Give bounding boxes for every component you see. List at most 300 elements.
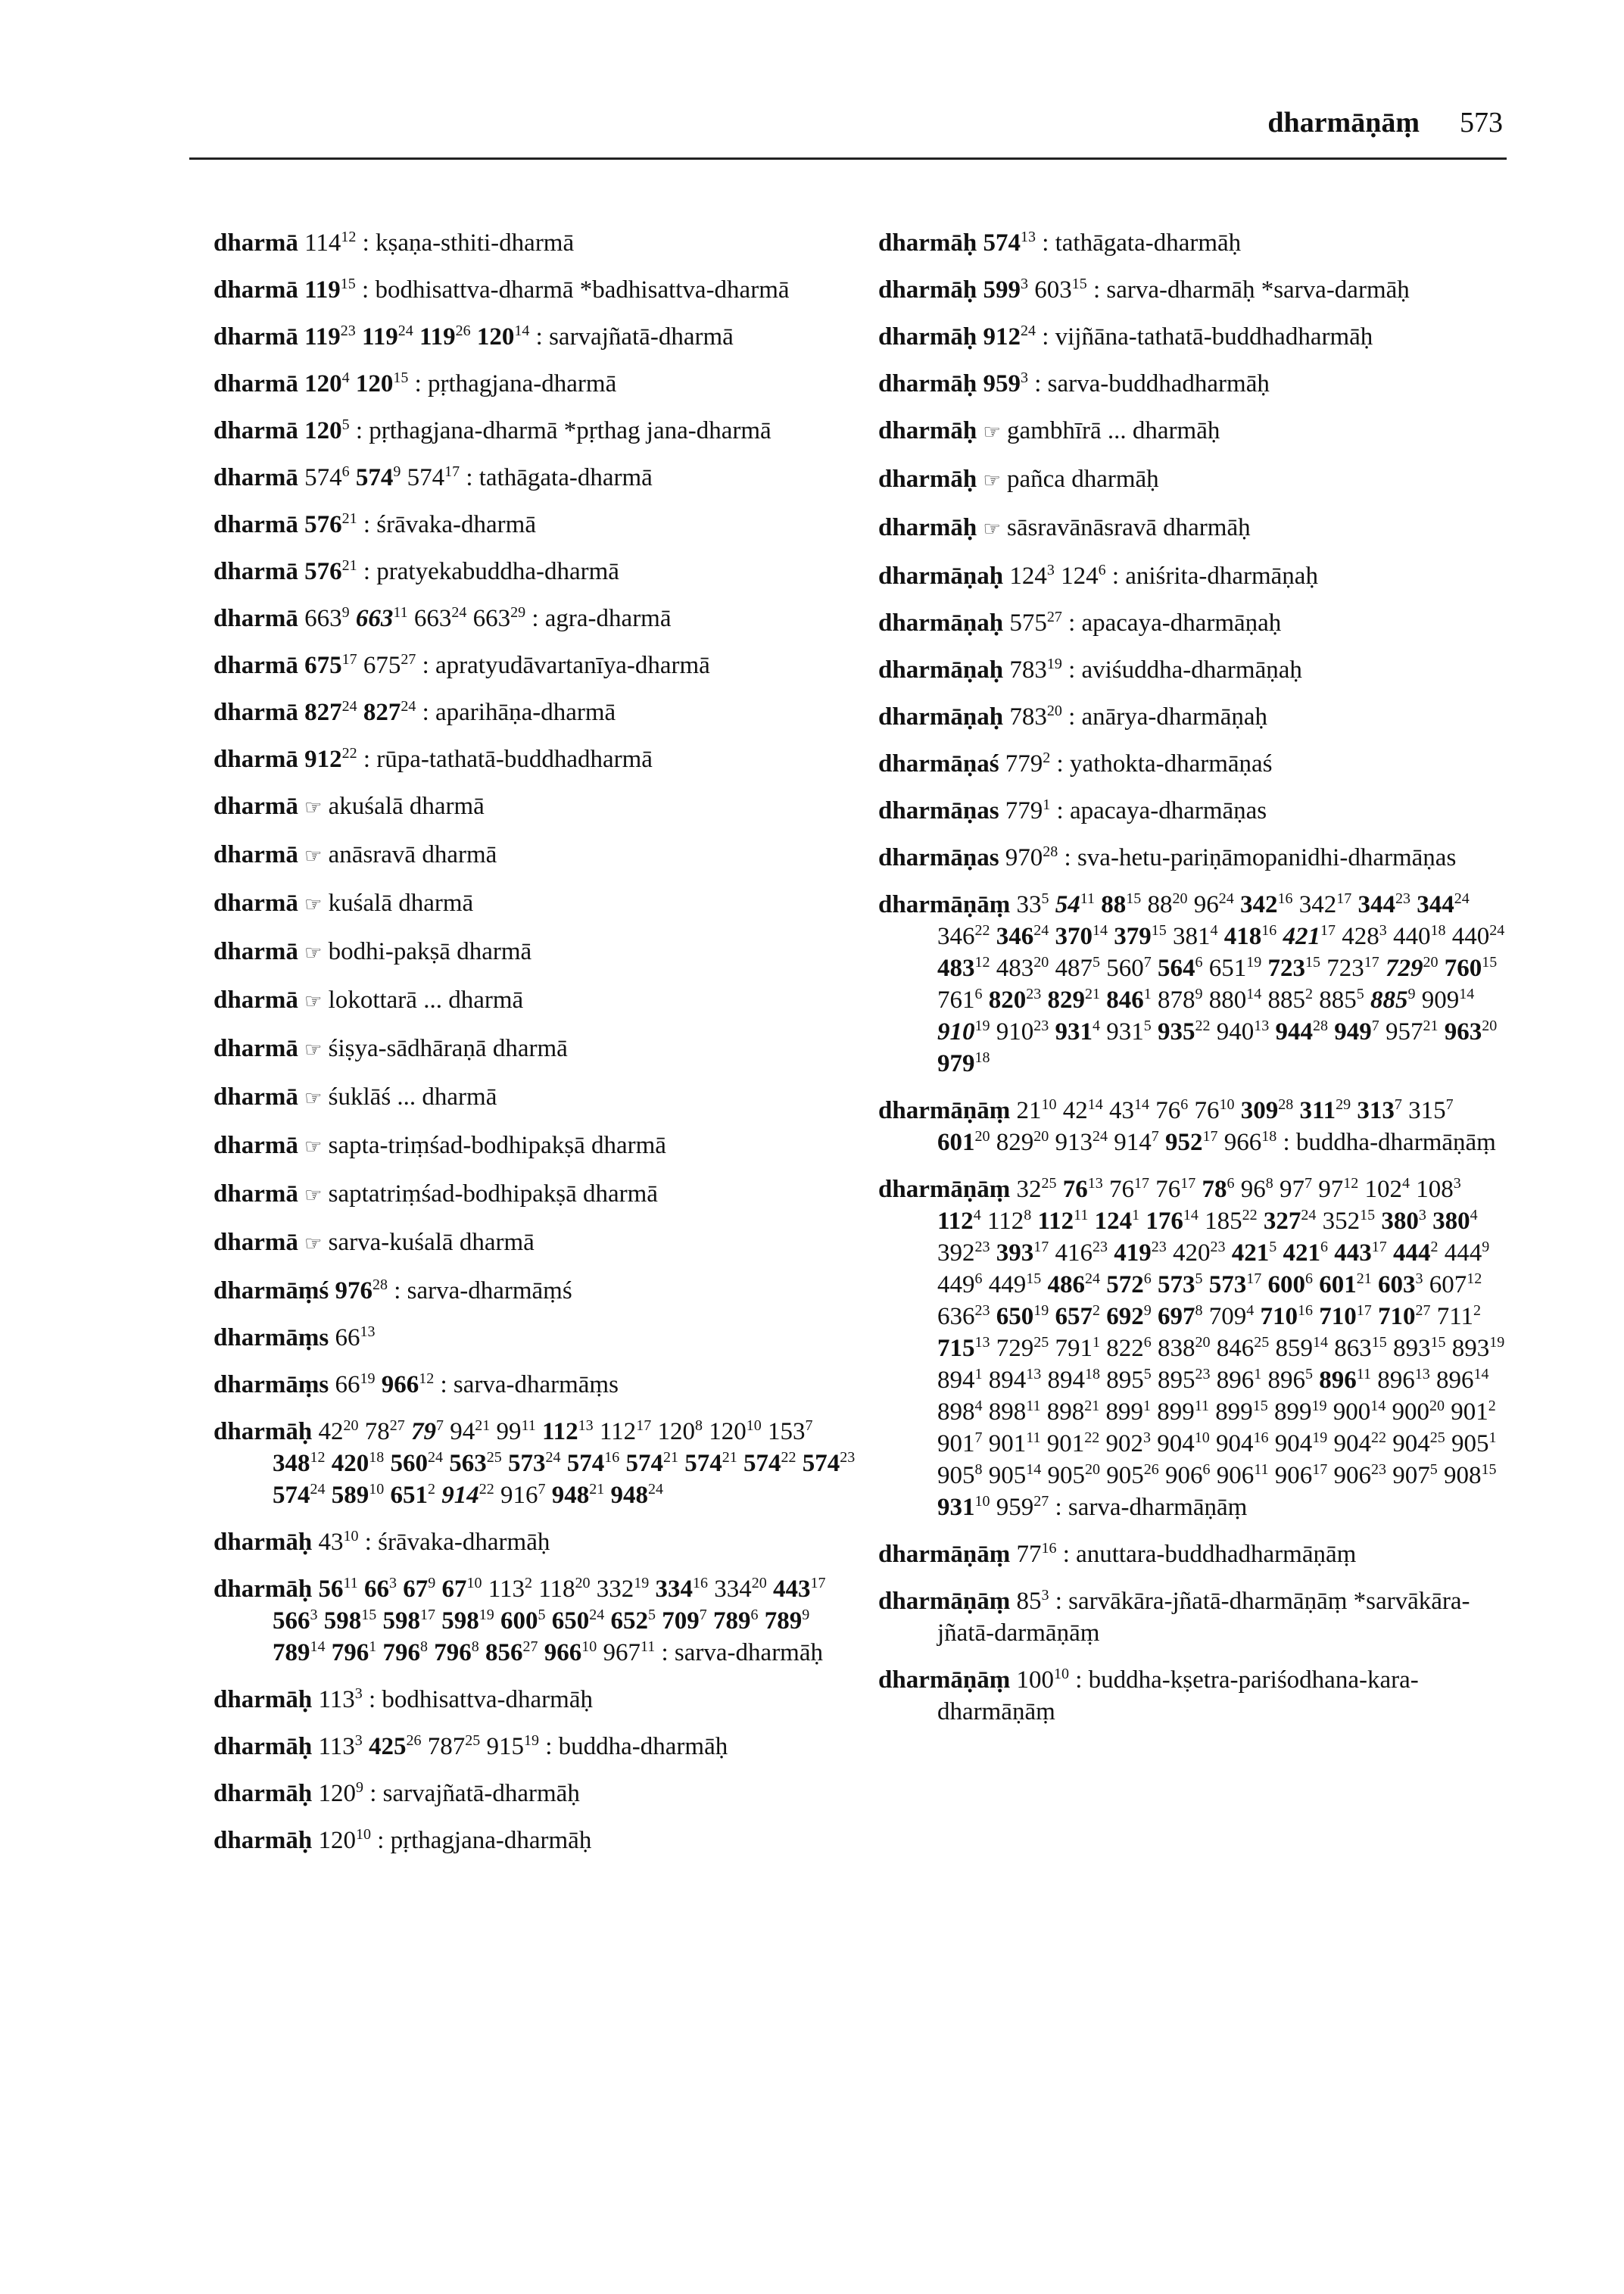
line-ref: 9: [428, 1575, 436, 1591]
page-line-reference: [273, 1607, 318, 1635]
page-line-reference: [1165, 1462, 1211, 1489]
entry-headword: dharmāṇaḥ: [878, 609, 1004, 637]
page-line-reference: [1055, 1335, 1101, 1362]
index-entry: [214, 509, 865, 541]
entry-compound: : sarva-buddhadharmāḥ: [1034, 370, 1270, 397]
page-ref: 912: [304, 746, 342, 773]
page-ref: 420: [1173, 1239, 1211, 1267]
page-ref: 76: [1108, 1176, 1134, 1203]
line-ref: 15: [1430, 1334, 1446, 1351]
line-ref: 22: [341, 745, 357, 762]
entry-headword: dharmā: [214, 938, 298, 965]
entry-headword: dharmāḥ: [214, 1780, 313, 1807]
page-line-reference: [356, 464, 401, 491]
page-ref: 901: [1451, 1398, 1488, 1426]
page-ref: 880: [1208, 986, 1247, 1014]
page-line-reference: [1016, 1176, 1056, 1203]
page-ref: 449: [988, 1271, 1027, 1298]
entry-compound: sapta-triṃśad-bodhipakṣā dharmā: [322, 1132, 666, 1159]
line-ref: 5: [1041, 890, 1049, 907]
page-line-reference: [1114, 923, 1167, 950]
page-line-reference: [597, 1576, 650, 1603]
line-ref: 17: [810, 1575, 826, 1591]
page-ref: 348: [273, 1450, 310, 1477]
page-line-reference: [937, 955, 990, 982]
line-ref: 12: [1467, 1270, 1482, 1287]
page-ref: 566: [273, 1607, 310, 1635]
page-ref: 576: [304, 511, 342, 538]
cross-reference-icon: ☞: [304, 1087, 323, 1109]
page-line-reference: [987, 1208, 1031, 1235]
line-ref: 23: [1151, 1239, 1167, 1255]
page-line-reference: [1173, 923, 1218, 950]
index-entry: [214, 1033, 865, 1066]
line-ref: 7: [1151, 1128, 1159, 1145]
page-ref: 916: [500, 1482, 538, 1509]
page-line-reference: [1101, 891, 1141, 918]
line-ref: 16: [1261, 922, 1277, 939]
page-line-reference: [1240, 891, 1293, 918]
page-ref: 789: [273, 1639, 310, 1666]
line-ref: 25: [465, 1732, 481, 1749]
page-ref: 444: [1444, 1239, 1482, 1267]
entry-headword: dharmāṇāṃ: [878, 1666, 1011, 1694]
line-ref: 3: [354, 1685, 363, 1702]
line-ref: 24: [310, 1481, 326, 1498]
page-line-reference: [304, 652, 357, 679]
page-ref: 893: [1451, 1335, 1490, 1362]
line-ref: 20: [1482, 1018, 1498, 1034]
line-ref: 15: [1360, 1207, 1376, 1223]
page-ref: 420: [331, 1450, 369, 1477]
page-line-reference: [488, 1576, 532, 1603]
cross-reference-icon: ☞: [304, 845, 323, 867]
page-ref: 913: [1055, 1129, 1093, 1156]
page-ref: 599: [983, 276, 1021, 304]
index-entry: [878, 1538, 1507, 1570]
page-line-reference: [1224, 923, 1277, 950]
page-line-reference: [1342, 923, 1387, 950]
page-ref: 573: [508, 1450, 546, 1477]
page-line-reference: [1357, 1097, 1402, 1124]
line-ref: 6: [1202, 1461, 1211, 1478]
page-ref: 574: [355, 464, 394, 491]
line-ref: 28: [1278, 1096, 1294, 1113]
entry-headword: dharmā: [214, 1083, 298, 1111]
page-line-reference: [477, 323, 530, 351]
page-ref: 120: [657, 1418, 695, 1445]
line-ref: 27: [389, 1417, 405, 1434]
page-line-reference: [1370, 986, 1416, 1014]
line-ref: 8: [1195, 1302, 1203, 1319]
entry-compound: śuklāś ... dharmā: [322, 1083, 497, 1111]
line-ref: 10: [466, 1575, 482, 1591]
line-ref: 21: [663, 1449, 678, 1466]
line-ref: 11: [393, 604, 408, 621]
page-ref: 904: [1333, 1430, 1372, 1457]
entry-headword: dharmā: [214, 229, 298, 257]
page-line-reference: [1106, 955, 1152, 982]
page-line-reference: [996, 1129, 1049, 1156]
line-ref: 6: [974, 1270, 983, 1287]
page-line-reference: [768, 1418, 813, 1445]
line-ref: 20: [1423, 954, 1439, 971]
index-entry: [214, 1778, 865, 1809]
page-ref: 379: [1114, 923, 1152, 950]
line-ref: 6: [1195, 954, 1203, 971]
cross-reference-icon: ☞: [304, 1184, 323, 1206]
page-ref: 715: [937, 1335, 975, 1362]
line-ref: 6: [1227, 1175, 1235, 1192]
page-ref: 56: [318, 1576, 344, 1603]
entry-headword: dharmāṃs: [214, 1371, 329, 1398]
line-ref: 6: [974, 986, 983, 1002]
page-ref: 483: [937, 955, 975, 982]
page-ref: 908: [1444, 1462, 1482, 1489]
line-ref: 11: [1074, 1207, 1089, 1223]
page-ref: 421: [1231, 1239, 1270, 1267]
page-line-reference: [1333, 1398, 1386, 1426]
page-line-reference: [1334, 1239, 1387, 1267]
entry-compound: saptatriṃśad-bodhipakṣā dharmā: [322, 1180, 658, 1208]
page-ref: 573: [1158, 1271, 1195, 1298]
entry-compound: pañca dharmāḥ: [1000, 466, 1159, 493]
page-ref: 564: [1158, 955, 1195, 982]
page-line-reference: [1063, 1176, 1103, 1203]
line-ref: 9: [393, 463, 401, 480]
page-line-reference: [500, 1482, 546, 1509]
page-line-reference: [1444, 1462, 1497, 1489]
page-ref: 33: [1016, 891, 1042, 918]
line-ref: 2: [525, 1575, 532, 1591]
page-line-reference: [1437, 1303, 1481, 1330]
page-ref: 663: [413, 605, 452, 632]
line-ref: 3: [1020, 276, 1028, 292]
line-ref: 24: [1020, 323, 1036, 339]
line-ref: 4: [341, 369, 350, 386]
page-ref: 421: [1283, 923, 1320, 950]
index-entry: [878, 368, 1507, 400]
page-ref: 573: [1208, 1271, 1247, 1298]
line-ref: 23: [340, 323, 356, 339]
page-ref: 894: [988, 1367, 1027, 1394]
line-ref: 13: [1020, 229, 1036, 245]
line-ref: 2: [428, 1481, 435, 1498]
entry-headword: dharmāḥ: [878, 229, 977, 257]
page-line-reference: [1005, 750, 1051, 778]
line-ref: 4: [973, 1207, 981, 1223]
index-entry: [214, 1825, 865, 1856]
page-ref: 79: [410, 1418, 436, 1445]
page-ref: 898: [937, 1398, 975, 1426]
entry-headword: dharmāṇāṃ: [878, 1588, 1011, 1615]
line-ref: 7: [538, 1481, 546, 1498]
page-ref: 709: [1208, 1303, 1247, 1330]
page-ref: 914: [1114, 1129, 1152, 1156]
line-ref: 15: [1151, 922, 1167, 939]
line-ref: 24: [1454, 890, 1470, 907]
line-ref: 21: [1423, 1018, 1439, 1034]
line-ref: 2: [1488, 1398, 1496, 1414]
entry-compound: : sarvākāra-jñatā-dharmāṇāṃ *sarvākāra-jñatā-darmāṇāṃ: [937, 1588, 1470, 1647]
page-line-reference: [1299, 1097, 1351, 1124]
line-ref: 24: [1489, 922, 1505, 939]
line-ref: 11: [1080, 890, 1095, 907]
entry-compound: : anuttara-buddhadharmāṇāṃ: [1062, 1541, 1357, 1568]
line-ref: 24: [428, 1449, 443, 1466]
page-ref: 120: [709, 1418, 747, 1445]
line-ref: 17: [1033, 1239, 1049, 1255]
entry-compound: : bodhisattva-dharmā *badhisattva-dharmā: [362, 276, 790, 304]
page-ref: 896: [1377, 1367, 1415, 1394]
entry-compound: : sarva-dharmāṃs: [440, 1371, 619, 1398]
line-ref: 21: [475, 1417, 491, 1434]
line-ref: 1: [1143, 986, 1152, 1002]
page-line-reference: [1319, 1303, 1372, 1330]
entry-headword: dharmāḥ: [214, 1733, 313, 1760]
page-line-reference: [1268, 1271, 1314, 1298]
page-line-reference: [937, 1239, 990, 1267]
line-ref: 24: [1085, 1270, 1100, 1287]
line-ref: 16: [604, 1449, 620, 1466]
page-line-reference: [1009, 563, 1055, 590]
page-ref: 483: [996, 955, 1034, 982]
page-line-reference: [318, 1686, 362, 1713]
page-ref: 112: [541, 1418, 578, 1445]
page-ref: 574: [304, 464, 342, 491]
page-line-reference: [714, 1576, 767, 1603]
page-line-reference: [1005, 797, 1051, 824]
line-ref: 24: [1218, 890, 1234, 907]
line-ref: 7: [1445, 1096, 1454, 1113]
page-ref: 906: [1165, 1462, 1203, 1489]
page-ref: 344: [1417, 891, 1454, 918]
line-ref: 17: [341, 651, 357, 668]
line-ref: 11: [1026, 1398, 1041, 1414]
entry-compound: : śrāvaka-dharmā: [363, 511, 536, 538]
page-ref: 675: [304, 652, 342, 679]
page-ref: 779: [1005, 750, 1043, 778]
page-ref: 315: [1408, 1097, 1446, 1124]
line-ref: 25: [486, 1449, 502, 1466]
page-line-reference: [1334, 1335, 1387, 1362]
page-ref: 76: [1155, 1176, 1181, 1203]
page-line-reference: [356, 370, 409, 397]
page-ref: 896: [1267, 1367, 1305, 1394]
entry-headword: dharmā: [214, 986, 298, 1014]
line-ref: 16: [1277, 890, 1293, 907]
page-ref: 603: [1034, 276, 1072, 304]
page-line-reference: [1106, 1303, 1152, 1330]
entry-headword: dharmāṇaś: [878, 750, 999, 778]
entry-headword: dharmāṇāṃ: [878, 1541, 1011, 1568]
line-ref: 1: [1093, 1334, 1100, 1351]
page-line-reference: [1283, 1239, 1329, 1267]
entry-compound: : śrāvaka-dharmāḥ: [364, 1529, 550, 1556]
line-ref: 12: [974, 954, 990, 971]
page-ref: 440: [1451, 923, 1490, 950]
page-line-reference: [937, 1018, 990, 1046]
line-ref: 10: [1053, 1666, 1069, 1682]
entry-headword: dharmāḥ: [878, 514, 977, 541]
page-line-reference: [1217, 1018, 1270, 1046]
page-line-reference: [937, 1303, 990, 1330]
page-ref: 153: [767, 1418, 806, 1445]
page-line-reference: [1357, 891, 1410, 918]
line-ref: 2: [1473, 1302, 1482, 1319]
page-ref: 948: [610, 1482, 648, 1509]
page-number: 573: [1460, 107, 1503, 139]
line-ref: 14: [1459, 986, 1475, 1002]
entry-compound: akuśalā dharmā: [322, 793, 485, 820]
page-ref: 710: [1319, 1303, 1357, 1330]
index-entry: [878, 654, 1507, 686]
page-line-reference: [544, 1639, 597, 1666]
page-line-reference: [1194, 1097, 1234, 1124]
page-line-reference: [1063, 1097, 1103, 1124]
page-ref: 42: [1062, 1097, 1088, 1124]
page-ref: 334: [655, 1576, 694, 1603]
page-line-reference: [1276, 1018, 1329, 1046]
page-ref: 77: [1016, 1541, 1042, 1568]
page-ref: 906: [1216, 1462, 1255, 1489]
line-ref: 25: [1429, 1429, 1445, 1446]
page-ref: 332: [596, 1576, 634, 1603]
page-line-reference: [1106, 1367, 1152, 1394]
line-ref: 25: [1033, 1334, 1049, 1351]
page-ref: 607: [1429, 1271, 1467, 1298]
page-line-reference: [1147, 891, 1187, 918]
page-ref: 901: [937, 1430, 975, 1457]
line-ref: 18: [369, 1449, 385, 1466]
index-entry: [878, 274, 1507, 306]
page-ref: 88: [1147, 891, 1173, 918]
page-line-reference: [989, 1271, 1042, 1298]
line-ref: 10: [581, 1638, 597, 1655]
entry-headword: dharmā: [214, 746, 298, 773]
page-line-reference: [1386, 1018, 1439, 1046]
page-line-reference: [743, 1450, 796, 1477]
page-line-reference: [1106, 1271, 1152, 1298]
page-ref: 896: [1216, 1367, 1255, 1394]
line-ref: 19: [1311, 1398, 1327, 1414]
line-ref: 13: [1414, 1366, 1430, 1382]
page-ref: 381: [1173, 923, 1211, 950]
page-line-reference: [318, 1780, 363, 1807]
page-ref: 859: [1275, 1335, 1313, 1362]
line-ref: 6: [1098, 562, 1106, 578]
index-entry: [214, 1275, 865, 1307]
line-ref: 15: [361, 1607, 377, 1623]
page-ref: 97: [1279, 1176, 1304, 1203]
page-line-reference: [500, 1607, 546, 1635]
line-ref: 20: [1033, 1128, 1049, 1145]
line-ref: 14: [1246, 986, 1262, 1002]
line-ref: 9: [1482, 1239, 1490, 1255]
page-line-reference: [356, 605, 408, 632]
line-ref: 14: [1473, 1366, 1489, 1382]
page-line-reference: [1276, 1335, 1329, 1362]
page-line-reference: [1155, 1176, 1195, 1203]
page-ref: 910: [937, 1018, 975, 1046]
page-ref: 657: [1055, 1303, 1093, 1330]
page-line-reference: [1268, 1367, 1314, 1394]
line-ref: 9: [1143, 1302, 1152, 1319]
line-ref: 26: [1143, 1461, 1159, 1478]
page-ref: 796: [434, 1639, 472, 1666]
line-ref: 10: [343, 1528, 359, 1544]
page-ref: 176: [1146, 1208, 1183, 1235]
page-line-reference: [996, 1303, 1049, 1330]
line-ref: 17: [1356, 1302, 1372, 1319]
page-line-reference: [1114, 1129, 1159, 1156]
page-ref: 822: [1106, 1335, 1144, 1362]
page-ref: 885: [1370, 986, 1408, 1014]
page-ref: 723: [1267, 955, 1305, 982]
page-line-reference: [937, 923, 990, 950]
entry-headword: dharmā: [214, 1180, 298, 1208]
line-ref: 28: [1313, 1018, 1328, 1034]
page-line-reference: [656, 1576, 709, 1603]
entry-compound: gambhīrā ... dharmāḥ: [1000, 417, 1220, 444]
line-ref: 21: [589, 1481, 605, 1498]
entry-compound: : buddha-dharmāḥ: [545, 1733, 728, 1760]
page-ref: 418: [1223, 923, 1262, 950]
page-line-reference: [1106, 1462, 1159, 1489]
page-ref: 935: [1158, 1018, 1195, 1046]
line-ref: 10: [746, 1417, 762, 1434]
page-ref: 827: [304, 699, 342, 726]
line-ref: 8: [1024, 1207, 1032, 1223]
page-ref: 827: [363, 699, 401, 726]
page-ref: 789: [764, 1607, 803, 1635]
page-line-reference: [1048, 1271, 1101, 1298]
line-ref: 5: [1356, 986, 1364, 1002]
page-ref: 652: [610, 1607, 648, 1635]
page-ref: 66: [363, 1576, 389, 1603]
page-line-reference: [1432, 1208, 1478, 1235]
line-ref: 1: [1488, 1429, 1497, 1446]
entry-compound: lokottarā ... dharmā: [322, 986, 524, 1014]
line-ref: 23: [1371, 1461, 1387, 1478]
page-line-reference: [304, 746, 357, 773]
page-ref: 710: [1260, 1303, 1298, 1330]
page-line-reference: [304, 229, 356, 257]
page-ref: 392: [937, 1239, 975, 1267]
line-ref: 23: [974, 1302, 990, 1319]
entry-headword: dharmāḥ: [214, 1827, 313, 1854]
page-ref: 894: [1047, 1367, 1085, 1394]
page-ref: 97: [1318, 1176, 1344, 1203]
page-line-reference: [1158, 1303, 1203, 1330]
page-line-reference: [391, 1482, 436, 1509]
entry-headword: dharmā: [214, 1229, 298, 1256]
page-ref: 113: [488, 1576, 525, 1603]
entry-headword: dharmāṃś: [214, 1277, 329, 1304]
line-ref: 11: [1194, 1398, 1210, 1414]
cross-reference-icon: ☞: [304, 990, 323, 1012]
right-column: [878, 227, 1507, 1743]
page-line-reference: [1157, 1398, 1209, 1426]
line-ref: 23: [1210, 1239, 1226, 1255]
line-ref: 4: [1401, 1175, 1410, 1192]
line-ref: 27: [522, 1638, 538, 1655]
line-ref: 3: [1415, 1270, 1423, 1287]
line-ref: 11: [343, 1575, 358, 1591]
page-ref: 905: [937, 1462, 975, 1489]
page-ref: 931: [1055, 1018, 1093, 1046]
line-ref: 19: [1312, 1429, 1328, 1446]
